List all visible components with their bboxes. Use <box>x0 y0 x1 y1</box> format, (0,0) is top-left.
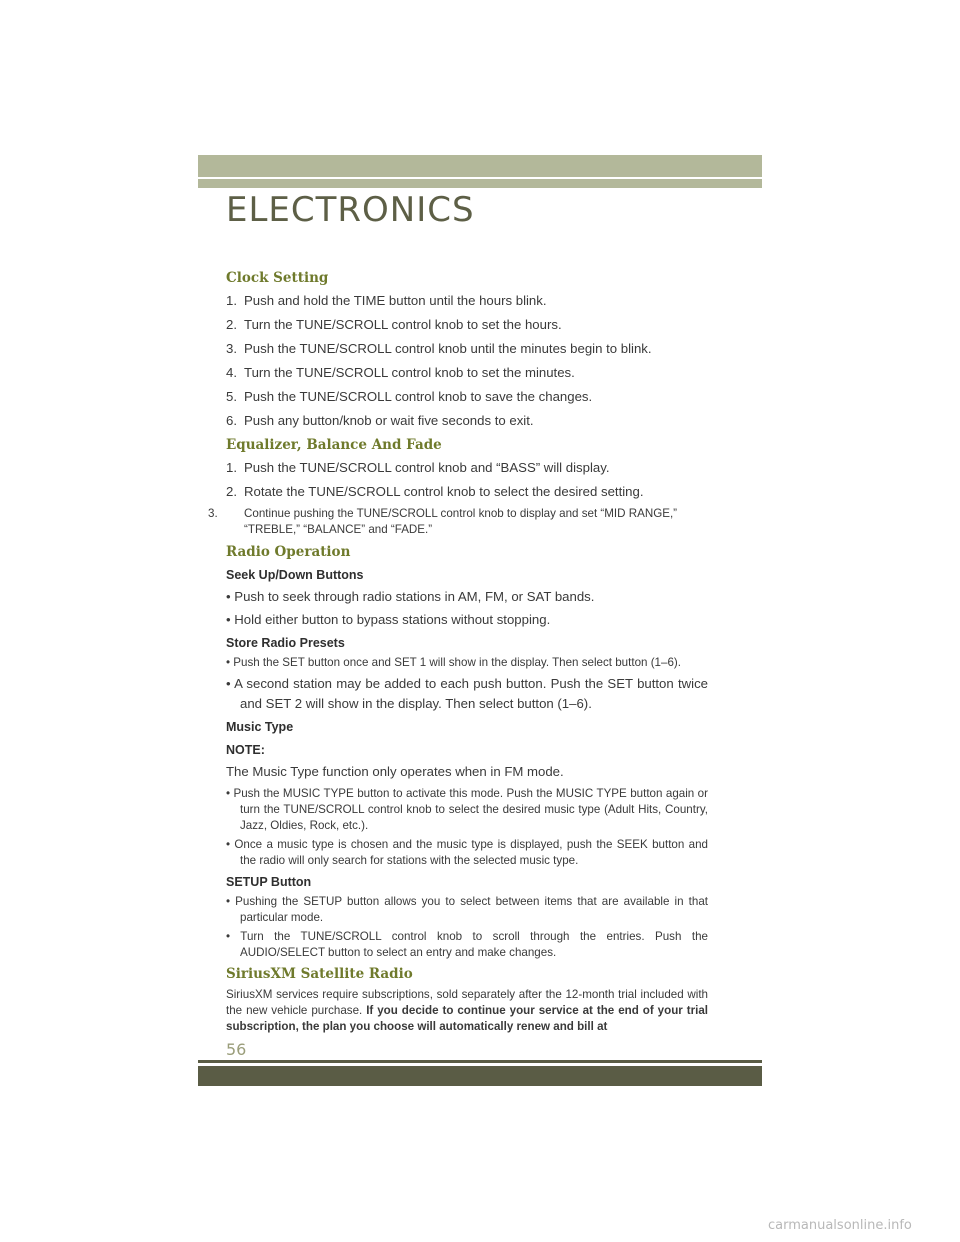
list-item: • Pushing the SETUP button allows you to select between items that are available in that particular mode. <box>226 895 708 924</box>
setup-button-heading: SETUP Button <box>226 875 312 889</box>
siriusxm-bold-text: If you decide to continue your service at the end of your trial subscription, the plan you choose will automatically renew and bill at <box>226 1004 708 1033</box>
siriusxm-heading: SiriusXM Satellite Radio <box>226 966 413 982</box>
list-item: 6. Push any button/knob or wait five seconds to exit. <box>226 413 534 428</box>
page-number: 56 <box>226 1040 247 1059</box>
list-item: 5. Push the TUNE/SCROLL control knob to save the changes. <box>226 389 593 404</box>
list-item: 4. Turn the TUNE/SCROLL control knob to set the minutes. <box>226 365 575 380</box>
footer-bar <box>198 1066 762 1086</box>
list-item: 3. Push the TUNE/SCROLL control knob until the minutes begin to blink. <box>226 341 652 356</box>
header-rule <box>198 179 762 188</box>
list-item: • Push the MUSIC TYPE button to activate this mode. Push the MUSIC TYPE button again or turn the TUNE/SCROLL control knob to select the desired music type (Adult Hits, Country, Jazz, Oldies, Rock, etc.). <box>226 787 708 832</box>
music-type-heading: Music Type <box>226 720 294 734</box>
radio-operation-heading: Radio Operation <box>226 544 351 560</box>
section-title: ELECTRONICS <box>226 190 475 230</box>
equalizer-heading: Equalizer, Balance And Fade <box>226 437 442 453</box>
list-item: 1. Push and hold the TIME button until the hours blink. <box>226 293 547 308</box>
page-content <box>208 266 708 1039</box>
note-label: NOTE: <box>226 743 265 757</box>
store-presets-heading: Store Radio Presets <box>226 636 345 650</box>
list-item: 2. Rotate the TUNE/SCROLL control knob to select the desired setting. <box>226 484 644 499</box>
list-item: • Push the SET button once and SET 1 will show in the display. Then select button (1–6). <box>226 656 681 669</box>
list-item: • Push to seek through radio stations in AM, FM, or SAT bands. <box>226 589 595 604</box>
list-item: 3. Continue pushing the TUNE/SCROLL control knob to display and set “MID RANGE,” “TREBLE,” “BALANCE” and “FADE.” <box>208 507 678 536</box>
clock-setting-heading: Clock Setting <box>226 270 329 286</box>
seek-buttons-heading: Seek Up/Down Buttons <box>226 568 364 582</box>
siriusxm-text: SiriusXM services require subscriptions, sold separately after the 12-month trial included with the new vehicle purchase. <box>226 988 708 1017</box>
siriusxm-paragraph <box>226 987 708 1035</box>
list-item: • Hold either button to bypass stations without stopping. <box>226 612 551 627</box>
note-text: The Music Type function only operates when in FM mode. <box>226 764 564 779</box>
clock-steps-list <box>226 291 708 431</box>
watermark: carmanualsonline.info <box>768 1218 912 1233</box>
list-item: • Once a music type is chosen and the music type is displayed, push the SEEK button and the radio will only search for stations with the selected music type. <box>226 838 708 867</box>
footer-rule <box>198 1060 762 1063</box>
equalizer-steps-list <box>208 458 708 538</box>
list-item: • Turn the TUNE/SCROLL control knob to scroll through the entries. Push the AUDIO/SELECT button to select an entry and make changes. <box>226 930 708 959</box>
list-item: 2. Turn the TUNE/SCROLL control knob to set the hours. <box>226 317 562 332</box>
list-item: • A second station may be added to each push button. Push the SET button twice and SET 2 will show in the display. Then select button (1–6). <box>226 676 708 711</box>
header-bar <box>198 155 762 177</box>
list-item: 1. Push the TUNE/SCROLL control knob and “BASS” will display. <box>226 460 610 475</box>
